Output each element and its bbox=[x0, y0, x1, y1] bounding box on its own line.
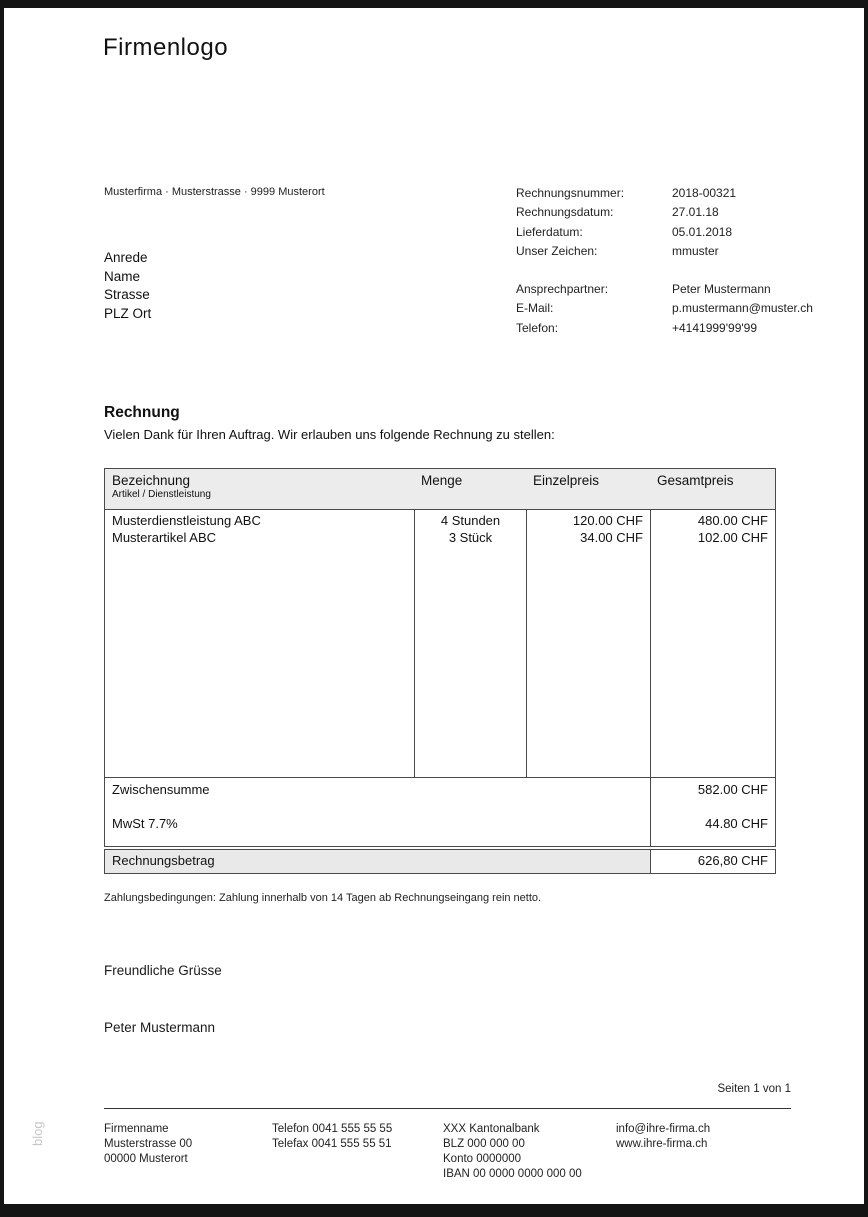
footer-line: 00000 Musterort bbox=[104, 1153, 188, 1165]
item-unit-price: 34.00 CHF bbox=[580, 529, 643, 545]
vat-label: MwSt 7.7% bbox=[112, 816, 178, 831]
meta-label: Lieferdatum: bbox=[516, 224, 583, 239]
header-bezeichnung-sub: Artikel / Dienstleistung bbox=[112, 489, 211, 500]
item-unit-price: 120.00 CHF bbox=[572, 513, 643, 528]
meta-row bbox=[516, 301, 813, 320]
item-total-price: 102.00 CHF bbox=[697, 529, 768, 545]
intro-text: Vielen Dank für Ihren Auftrag. Wir erlauben uns folgende Rechnung zu stellen: bbox=[104, 427, 555, 442]
closing-text: Freundliche Grüsse bbox=[104, 963, 222, 978]
footer-line: Telefax 0041 555 55 51 bbox=[272, 1138, 392, 1150]
total-label: Rechnungsbetrag bbox=[105, 850, 650, 873]
meta-label: E-Mail: bbox=[516, 301, 554, 316]
footer bbox=[104, 1122, 791, 1182]
meta-label: Rechnungsdatum: bbox=[516, 205, 614, 220]
page-number: Seiten 1 von 1 bbox=[717, 1083, 791, 1095]
meta-label: Ansprechpartner: bbox=[516, 282, 609, 297]
footer-web-column bbox=[616, 1122, 791, 1182]
subtotal-label: Zwischensumme bbox=[112, 782, 210, 797]
invoice-title: Rechnung bbox=[104, 404, 180, 421]
recipient-address bbox=[104, 249, 151, 323]
payment-terms: Zahlungsbedingungen: Zahlung innerhalb von 14 Tagen ab Rechnungseingang rein netto. bbox=[104, 892, 542, 904]
footer-line: Telefon 0041 555 55 55 bbox=[272, 1123, 393, 1135]
watermark-text: blog bbox=[30, 1121, 45, 1146]
footer-line: XXX Kantonalbank bbox=[443, 1123, 540, 1135]
meta-row bbox=[516, 321, 813, 340]
meta-value: +4141999'99'99 bbox=[672, 320, 758, 335]
meta-spacer bbox=[516, 263, 813, 282]
meta-row bbox=[516, 205, 813, 224]
footer-line: Konto 0000000 bbox=[443, 1153, 522, 1165]
summary-section bbox=[104, 778, 776, 847]
footer-line: Firmenname bbox=[104, 1123, 169, 1135]
invoice-meta-block bbox=[516, 186, 813, 340]
recipient-line: Name bbox=[104, 268, 141, 284]
meta-value: 27.01.18 bbox=[672, 205, 719, 220]
company-logo: Firmenlogo bbox=[103, 34, 229, 61]
recipient-line: Strasse bbox=[104, 287, 150, 302]
recipient-line: Anrede bbox=[104, 250, 148, 265]
header-menge: Menge bbox=[421, 473, 463, 488]
sender-line: Musterfirma · Musterstrasse · 9999 Musterort bbox=[104, 186, 325, 198]
footer-divider bbox=[104, 1108, 791, 1109]
items-table bbox=[104, 468, 776, 874]
footer-bank-column bbox=[443, 1122, 616, 1182]
column-gesamtpreis bbox=[650, 510, 775, 777]
meta-value: 05.01.2018 bbox=[672, 224, 733, 239]
meta-label: Telefon: bbox=[516, 320, 559, 335]
meta-row bbox=[516, 225, 813, 244]
item-total-price: 480.00 CHF bbox=[697, 513, 768, 528]
item-qty: 4 Stunden bbox=[440, 513, 501, 528]
item-name: Musterdienstleistung ABC bbox=[112, 513, 261, 528]
meta-label: Rechnungsnummer: bbox=[516, 186, 625, 200]
recipient-line: PLZ Ort bbox=[104, 305, 152, 321]
meta-row bbox=[516, 282, 813, 301]
footer-line: Musterstrasse 00 bbox=[104, 1138, 193, 1150]
meta-value: Peter Mustermann bbox=[672, 282, 771, 297]
column-einzelpreis bbox=[526, 510, 650, 777]
subtotal-value: 582.00 CHF bbox=[650, 778, 775, 812]
meta-value: p.mustermann@muster.ch bbox=[672, 301, 813, 316]
footer-phone-column bbox=[272, 1122, 443, 1182]
table-header-row bbox=[104, 468, 776, 510]
footer-company-column bbox=[104, 1122, 272, 1182]
header-einzelpreis: Einzelpreis bbox=[533, 473, 600, 488]
header-bezeichnung bbox=[105, 469, 414, 509]
meta-value: 2018-00321 bbox=[672, 186, 737, 200]
signature-name: Peter Mustermann bbox=[104, 1020, 216, 1035]
footer-line: www.ihre-firma.ch bbox=[616, 1138, 708, 1150]
meta-row bbox=[516, 186, 813, 205]
table-body bbox=[104, 510, 776, 778]
meta-value: mmuster bbox=[672, 243, 719, 258]
footer-line: IBAN 00 0000 0000 000 00 bbox=[443, 1168, 582, 1180]
total-value: 626,80 CHF bbox=[650, 850, 775, 873]
meta-row bbox=[516, 244, 813, 263]
item-qty: 3 Stück bbox=[448, 529, 493, 545]
footer-line: BLZ 000 000 00 bbox=[443, 1138, 525, 1150]
item-name: Musterartikel ABC bbox=[112, 529, 217, 545]
footer-line: info@ihre-firma.ch bbox=[616, 1123, 711, 1135]
header-bezeichnung-label: Bezeichnung bbox=[112, 473, 191, 488]
header-gesamtpreis: Gesamtpreis bbox=[657, 473, 734, 488]
column-bezeichnung bbox=[105, 510, 414, 777]
vat-value: 44.80 CHF bbox=[650, 812, 775, 846]
column-menge bbox=[414, 510, 526, 777]
meta-label: Unser Zeichen: bbox=[516, 243, 598, 258]
total-row bbox=[104, 849, 776, 874]
